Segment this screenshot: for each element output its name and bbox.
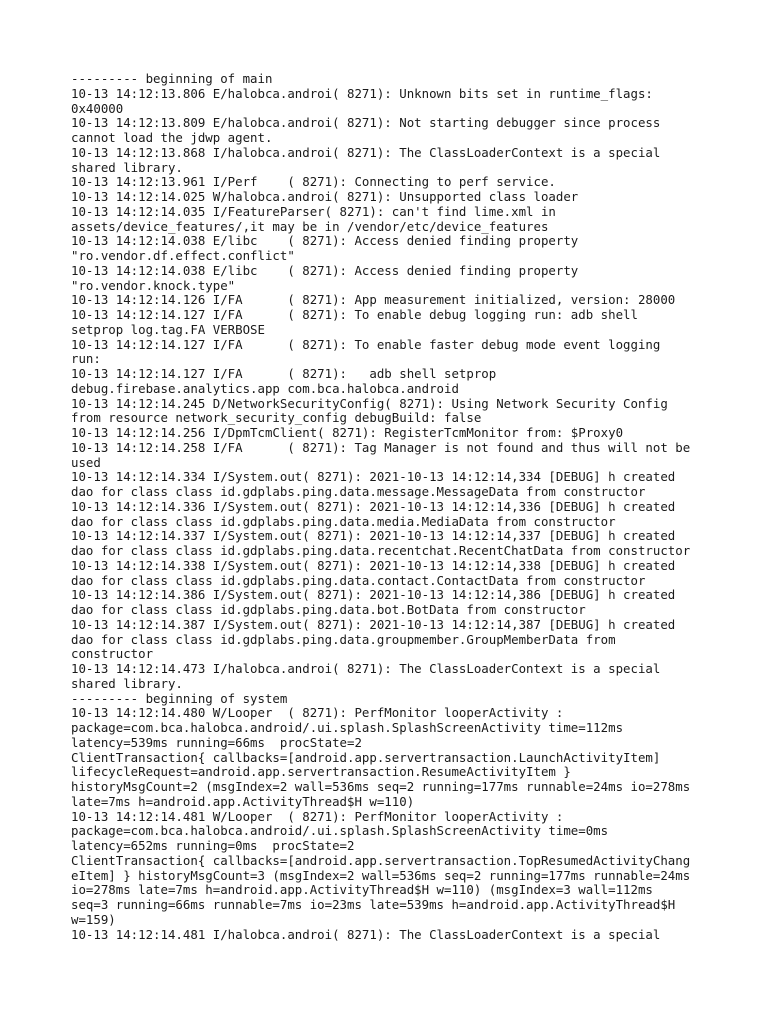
log-document	[71, 72, 761, 942]
log-line: w=159)	[71, 911, 116, 927]
log-line: dao for class class id.gdplabs.ping.data.groupmember.GroupMemberData from	[71, 631, 616, 647]
log-line: 10-13 14:12:14.387 I/System.out( 8271): 2021-10-13 14:12:14,387 [DEBUG] h created	[71, 616, 676, 632]
log-line: constructor	[71, 646, 154, 662]
log-line: assets/device_features/,it may be in /vendor/etc/device_features	[71, 218, 549, 234]
log-line: shared library.	[71, 159, 183, 175]
log-line: --------- beginning of main	[71, 71, 273, 86]
log-line: 10-13 14:12:14.481 I/halobca.androi( 8271): The ClassLoaderContext is a special	[71, 926, 661, 942]
log-line: 10-13 14:12:14.035 I/FeatureParser( 8271): can't find lime.xml in	[71, 203, 556, 219]
log-line: ClientTransaction{ callbacks=[android.app.servertransaction.TopResumedActivityChang	[71, 852, 691, 868]
log-line: 0x40000	[71, 100, 124, 116]
log-line: 10-13 14:12:14.038 E/libc ( 8271): Access denied finding property	[71, 262, 579, 278]
log-line: 10-13 14:12:14.480 W/Looper ( 8271): PerfMonitor looperActivity :	[71, 705, 564, 721]
log-line: historyMsgCount=2 (msgIndex=2 wall=536ms seq=2 running=177ms runnable=24ms io=278ms	[71, 779, 691, 794]
log-line: cannot load the jdwp agent.	[71, 130, 273, 145]
log-line: dao for class class id.gdplabs.ping.data.message.MessageData from constructor	[71, 484, 646, 499]
log-line: from resource network_security_config debugBuild: false	[71, 410, 482, 426]
log-line: 10-13 14:12:14.127 I/FA ( 8271): adb shell setprop	[71, 366, 497, 381]
log-line: latency=539ms running=66ms procState=2	[71, 734, 362, 750]
log-line: 10-13 14:12:14.256 I/DpmTcmClient( 8271): RegisterTcmMonitor from: $Proxy0	[71, 425, 624, 440]
log-line: shared library.	[71, 675, 183, 691]
log-line: setprop log.tag.FA VERBOSE	[71, 321, 265, 337]
log-line: --------- beginning of system	[71, 690, 288, 706]
log-line: seq=3 running=66ms runnable=7ms io=23ms late=539ms h=android.app.ActivityThread$H	[71, 897, 676, 912]
log-line: 10-13 14:12:14.336 I/System.out( 8271): 2021-10-13 14:12:14,336 [DEBUG] h created	[71, 498, 676, 514]
log-line: latency=652ms running=0ms procState=2	[71, 838, 355, 853]
log-line: "ro.vendor.knock.type"	[71, 277, 236, 293]
log-line: used	[71, 454, 101, 470]
log-line: 10-13 14:12:14.126 I/FA ( 8271): App measurement initialized, version: 28000	[71, 292, 676, 308]
log-line: late=7ms h=android.app.ActivityThread$H w=110)	[71, 793, 415, 809]
log-line: ClientTransaction{ callbacks=[android.app.servertransaction.LaunchActivityItem]	[71, 749, 661, 765]
log-line: 10-13 14:12:14.386 I/System.out( 8271): 2021-10-13 14:12:14,386 [DEBUG] h created	[71, 587, 676, 603]
log-line: 10-13 14:12:14.025 W/halobca.androi( 8271): Unsupported class loader	[71, 189, 579, 204]
log-line: "ro.vendor.df.effect.conflict"	[71, 248, 295, 263]
log-line: run:	[71, 351, 101, 367]
log-line: 10-13 14:12:14.473 I/halobca.androi( 8271): The ClassLoaderContext is a special	[71, 661, 661, 676]
log-line: 10-13 14:12:14.127 I/FA ( 8271): To enable faster debug mode event logging	[71, 336, 661, 352]
log-line: 10-13 14:12:13.961 I/Perf ( 8271): Connecting to perf service.	[71, 174, 556, 190]
log-line: dao for class class id.gdplabs.ping.data.bot.BotData from constructor	[71, 602, 586, 617]
log-line: 10-13 14:12:13.868 I/halobca.androi( 8271): The ClassLoaderContext is a special	[71, 144, 661, 160]
log-line: io=278ms late=7ms h=android.app.ActivityThread$H w=110) (msgIndex=3 wall=112ms	[71, 882, 653, 898]
log-line: dao for class class id.gdplabs.ping.data.recentchat.RecentChatData from constructor	[71, 543, 691, 558]
log-line: lifecycleRequest=android.app.servertransaction.ResumeActivityItem }	[71, 764, 571, 780]
log-line: 10-13 14:12:14.338 I/System.out( 8271): 2021-10-13 14:12:14,338 [DEBUG] h created	[71, 557, 676, 573]
log-line: 10-13 14:12:14.127 I/FA ( 8271): To enable debug logging run: adb shell	[71, 307, 638, 322]
log-line: debug.firebase.analytics.app com.bca.halobca.android	[71, 380, 459, 396]
log-line: package=com.bca.halobca.android/.ui.splash.SplashScreenActivity time=112ms	[71, 720, 624, 735]
log-line: 10-13 14:12:14.334 I/System.out( 8271): 2021-10-13 14:12:14,334 [DEBUG] h created	[71, 469, 676, 485]
log-line: 10-13 14:12:14.245 D/NetworkSecurityConfig( 8271): Using Network Security Config	[71, 395, 668, 411]
log-line: package=com.bca.halobca.android/.ui.splash.SplashScreenActivity time=0ms	[71, 823, 609, 839]
log-line: 10-13 14:12:14.337 I/System.out( 8271): 2021-10-13 14:12:14,337 [DEBUG] h created	[71, 528, 676, 544]
log-line: 10-13 14:12:14.038 E/libc ( 8271): Access denied finding property	[71, 233, 579, 249]
log-line: dao for class class id.gdplabs.ping.data.contact.ContactData from constructor	[71, 572, 646, 588]
log-line: dao for class class id.gdplabs.ping.data.media.MediaData from constructor	[71, 513, 616, 529]
log-line: 10-13 14:12:13.809 E/halobca.androi( 8271): Not starting debugger since process	[71, 115, 661, 131]
log-line: eItem] } historyMsgCount=3 (msgIndex=2 wall=536ms seq=2 running=177ms runnable=24ms	[71, 867, 691, 883]
log-line: 10-13 14:12:13.806 E/halobca.androi( 8271): Unknown bits set in runtime_flags:	[71, 85, 653, 101]
log-line: 10-13 14:12:14.258 I/FA ( 8271): Tag Manager is not found and thus will not be	[71, 439, 691, 455]
log-line: 10-13 14:12:14.481 W/Looper ( 8271): PerfMonitor looperActivity :	[71, 808, 564, 824]
